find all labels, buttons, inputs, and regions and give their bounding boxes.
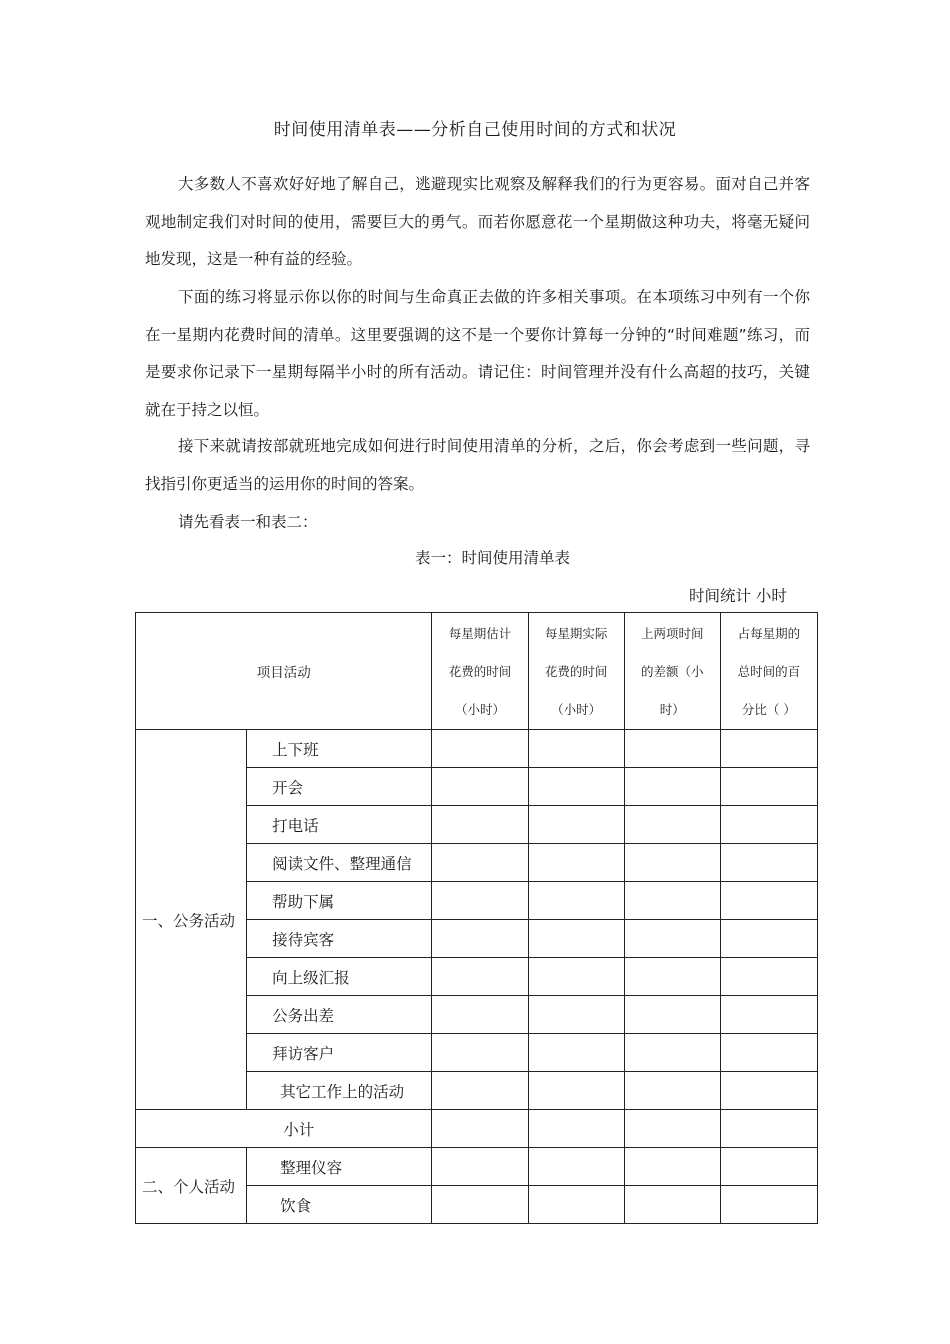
table-row [136, 1148, 818, 1186]
subtotal-row [136, 1110, 818, 1148]
input-cell[interactable] [624, 730, 720, 768]
input-cell[interactable] [720, 996, 817, 1034]
intro-paragraph: 大多数人不喜欢好好地了解自己，逃避现实比观察及解释我们的行为更容易。面对自己并客观地制定我们对时间的使用，需要巨大的勇气。而若你愿意花一个星期做这种功夫，将毫无疑问地发现，这是一种有益的经验。 [145, 175, 810, 268]
input-cell[interactable] [528, 920, 624, 958]
input-cell[interactable] [432, 1072, 528, 1110]
input-cell[interactable] [720, 1148, 817, 1186]
header-line: 的差额（小 [641, 664, 704, 679]
table-unit-note: 时间统计 小时 [689, 587, 787, 605]
document-title: 时间使用清单表——分析自己使用时间的方式和状况 [273, 120, 677, 140]
activity-label: 其它工作上的活动 [247, 1072, 432, 1110]
see-tables-paragraph: 请先看表一和表二： [178, 513, 318, 531]
table-header-row [136, 613, 818, 730]
header-line: （小时） [551, 702, 602, 717]
input-cell[interactable] [624, 806, 720, 844]
input-cell[interactable] [720, 844, 817, 882]
input-cell[interactable] [624, 1034, 720, 1072]
header-difference [624, 613, 720, 730]
activity-label: 拜访客户 [247, 1034, 432, 1072]
activity-label: 上下班 [247, 730, 432, 768]
activity-label: 整理仪容 [247, 1148, 432, 1186]
input-cell[interactable] [720, 730, 817, 768]
header-estimated-time [432, 613, 528, 730]
header-actual-time [528, 613, 624, 730]
input-cell[interactable] [432, 844, 528, 882]
table-caption: 表一：时间使用清单表 [414, 549, 570, 567]
input-cell[interactable] [720, 1072, 817, 1110]
input-cell[interactable] [528, 958, 624, 996]
input-cell[interactable] [528, 768, 624, 806]
header-line: 总时间的百 [737, 664, 801, 679]
header-line: 花费的时间 [448, 664, 512, 679]
activity-label: 接待宾客 [247, 920, 432, 958]
header-line: 每星期估计 [448, 626, 512, 641]
input-cell[interactable] [432, 768, 528, 806]
input-cell[interactable] [624, 882, 720, 920]
activity-label: 阅读文件、整理通信 [247, 844, 432, 882]
input-cell[interactable] [432, 806, 528, 844]
input-cell[interactable] [528, 844, 624, 882]
header-line: （小时） [454, 702, 505, 717]
exercise-paragraph: 下面的练习将显示你以你的时间与生命真正去做的许多相关事项。在本项练习中列有一个你在一星期内花费时间的清单。这里要强调的这不是一个要你计算每一分钟的“时间难题”练习，而是要求你记录下一星期每隔半小时的所有活动。请记住：时间管理并没有什么高超的技巧，关键就在于持之以恒。 [145, 288, 810, 419]
header-line: 占每星期的 [737, 626, 801, 641]
category-official-activities: 一、公务活动 [136, 730, 247, 1110]
input-cell[interactable] [624, 1186, 720, 1224]
header-percentage [720, 613, 817, 730]
header-activity: 项目活动 [136, 613, 432, 730]
input-cell[interactable] [528, 1034, 624, 1072]
input-cell[interactable] [624, 844, 720, 882]
input-cell[interactable] [720, 920, 817, 958]
input-cell[interactable] [720, 1034, 817, 1072]
header-line: 分比（ ） [741, 702, 796, 717]
input-cell[interactable] [528, 730, 624, 768]
input-cell[interactable] [624, 920, 720, 958]
time-usage-table [135, 612, 818, 1224]
input-cell[interactable] [432, 958, 528, 996]
input-cell[interactable] [720, 1110, 817, 1148]
activity-label: 饮食 [247, 1186, 432, 1224]
input-cell[interactable] [624, 996, 720, 1034]
input-cell[interactable] [720, 806, 817, 844]
input-cell[interactable] [528, 1072, 624, 1110]
header-line: 花费的时间 [544, 664, 608, 679]
input-cell[interactable] [624, 958, 720, 996]
input-cell[interactable] [720, 958, 817, 996]
activity-label: 打电话 [247, 806, 432, 844]
input-cell[interactable] [624, 768, 720, 806]
activity-label: 向上级汇报 [247, 958, 432, 996]
input-cell[interactable] [432, 1034, 528, 1072]
input-cell[interactable] [528, 996, 624, 1034]
header-line: 每星期实际 [544, 626, 608, 641]
input-cell[interactable] [624, 1110, 720, 1148]
input-cell[interactable] [528, 1148, 624, 1186]
input-cell[interactable] [624, 1148, 720, 1186]
input-cell[interactable] [720, 768, 817, 806]
input-cell[interactable] [432, 1148, 528, 1186]
input-cell[interactable] [432, 996, 528, 1034]
input-cell[interactable] [528, 882, 624, 920]
input-cell[interactable] [432, 920, 528, 958]
input-cell[interactable] [720, 882, 817, 920]
instruction-paragraph: 接下来就请按部就班地完成如何进行时间使用清单的分析，之后，你会考虑到一些问题，寻找指引你更适当的运用你的时间的答案。 [145, 437, 810, 493]
activity-label: 公务出差 [247, 996, 432, 1034]
header-line: 时） [659, 702, 685, 717]
input-cell[interactable] [528, 1186, 624, 1224]
header-line: 上两项时间 [641, 626, 704, 641]
activity-label: 开会 [247, 768, 432, 806]
category-personal-activities: 二、个人活动 [136, 1148, 247, 1224]
input-cell[interactable] [432, 730, 528, 768]
input-cell[interactable] [720, 1186, 817, 1224]
input-cell[interactable] [528, 1110, 624, 1148]
input-cell[interactable] [432, 882, 528, 920]
activity-label: 帮助下属 [247, 882, 432, 920]
input-cell[interactable] [432, 1110, 528, 1148]
input-cell[interactable] [624, 1072, 720, 1110]
input-cell[interactable] [432, 1186, 528, 1224]
subtotal-label: 小计 [136, 1110, 432, 1148]
table-row [136, 730, 818, 768]
input-cell[interactable] [528, 806, 624, 844]
